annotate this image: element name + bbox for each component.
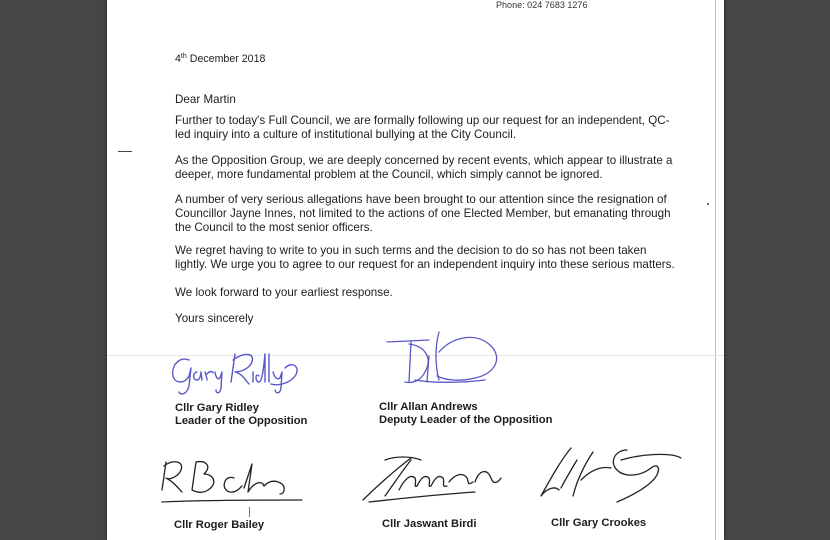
signatory-1-name: Cllr Gary Ridley — [175, 402, 259, 414]
letterhead-phone: Phone: 024 7683 1276 — [496, 0, 588, 10]
signature-roger-bailey — [152, 450, 312, 512]
paragraph-4-line-1: We regret having to write to you in such terms and the decision to do so has not been taken — [175, 244, 647, 257]
salutation: Dear Martin — [175, 93, 236, 106]
paragraph-3-line-2: Councillor Jayne Innes, not limited to the actions of one Elected Member, but emanating through — [175, 207, 671, 220]
signatory-3-name: Cllr Roger Bailey — [174, 519, 265, 531]
signature-allan-andrews — [379, 322, 509, 392]
date-suffix: th — [180, 53, 187, 60]
scan-mark — [249, 507, 250, 517]
letter-page — [107, 0, 724, 540]
date-day: 4 — [175, 53, 181, 65]
signature-jaswant-birdi — [355, 448, 515, 506]
paragraph-4-line-2: lightly. We urge you to agree to our request for an independent inquiry into these serious matters. — [175, 258, 675, 271]
signatory-5-name: Cllr Gary Crookes — [551, 517, 647, 529]
signatory-1-title: Leader of the Opposition — [175, 415, 308, 427]
date-rest: December 2018 — [186, 53, 266, 65]
signatory-2-title: Deputy Leader of the Opposition — [379, 414, 553, 426]
paragraph-2-line-2: deeper, more fundamental problem at the Council, which simply cannot be ignored. — [175, 168, 603, 181]
signature-gary-ridley — [167, 342, 307, 400]
paragraph-1-line-1: Further to today's Full Council, we are formally following up our request for an independent, QC- — [175, 114, 670, 127]
closing: Yours sincerely — [175, 312, 254, 325]
paragraph-5-line-1: We look forward to your earliest response. — [175, 286, 393, 299]
signature-gary-crookes — [531, 440, 691, 512]
signatory-4-name: Cllr Jaswant Birdi — [382, 518, 477, 530]
page-edge — [715, 0, 716, 540]
scan-speck — [707, 203, 709, 205]
paragraph-3-line-3: the Council to the most senior officers. — [175, 221, 373, 234]
margin-mark — [118, 151, 132, 152]
letter-date — [175, 52, 265, 66]
signatory-2-name: Cllr Allan Andrews — [379, 401, 478, 413]
paragraph-1-line-2: led inquiry into a culture of institutional bullying at the City Council. — [175, 128, 517, 141]
paragraph-2-line-1: As the Opposition Group, we are deeply concerned by recent events, which appear to illustrate a — [175, 154, 673, 167]
paragraph-3-line-1: A number of very serious allegations have been brought to our attention since the resignation of — [175, 193, 667, 206]
